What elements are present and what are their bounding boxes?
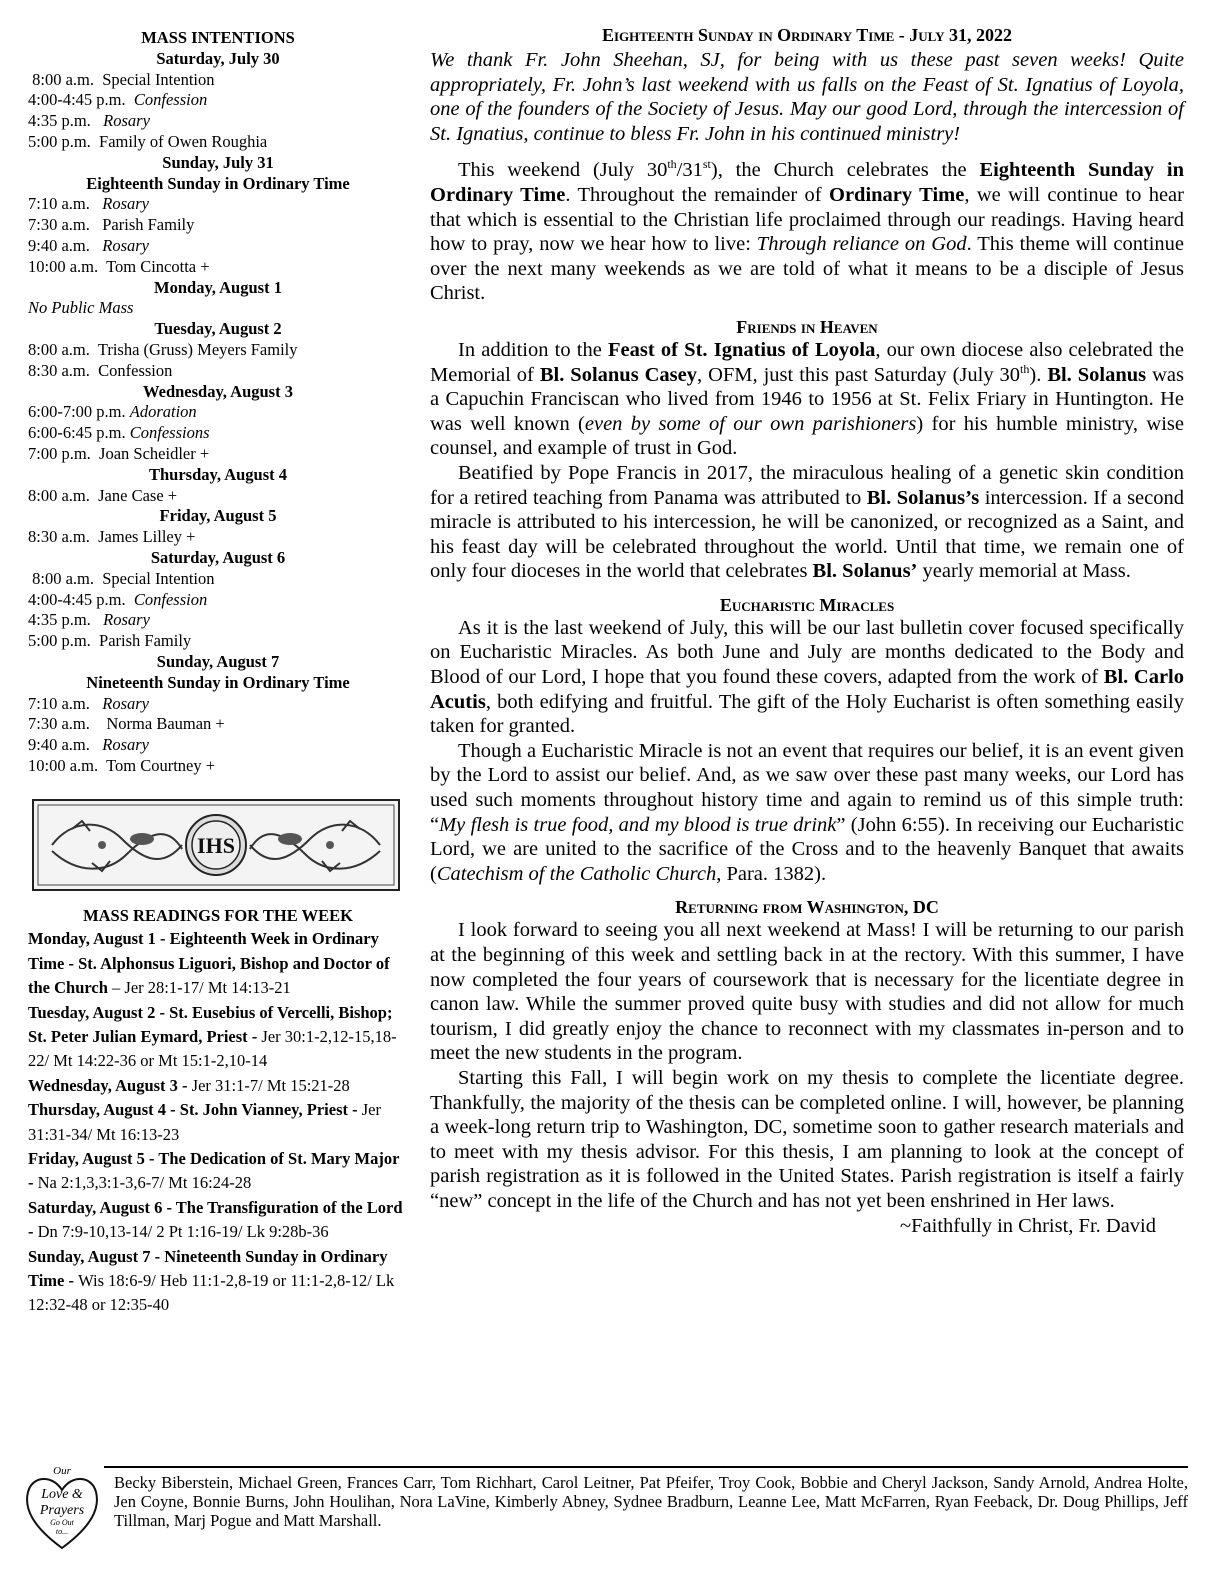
intention-text: Norma Bauman + bbox=[106, 714, 225, 734]
love-prayers-heart-logo bbox=[22, 1462, 102, 1554]
reading-refs: – Jer 28:1-17/ Mt 14:13-21 bbox=[107, 978, 291, 998]
intention-text: Tom Courtney + bbox=[106, 755, 216, 775]
intention-time: 6:00-7:00 p.m. bbox=[28, 402, 130, 422]
intention-time: 7:30 a.m. bbox=[28, 215, 103, 235]
svg-text:to...: to... bbox=[55, 1527, 69, 1536]
intention-time: 10:00 a.m. bbox=[28, 256, 107, 276]
intention-text: Rosary bbox=[102, 194, 149, 214]
intention-entry bbox=[28, 215, 408, 236]
intention-entry bbox=[28, 756, 408, 777]
reading-heading: Wednesday, August 3 - bbox=[28, 1075, 188, 1095]
intention-entry bbox=[28, 111, 408, 132]
intention-time: 7:10 a.m. bbox=[28, 194, 103, 214]
intention-text: Parish Family bbox=[102, 215, 195, 235]
intro-paragraph: We thank Fr. John Sheehan, SJ, for being with us these past seven weeks! Quite appropriately, Fr. John’s last weekend with us falls on the Feast of St. Ignatius of Loyola, one of the founders of the Society of Jesus. May our good Lord, through the intercession of St. Ignatius, continue to bless Fr. John in his continued ministry! bbox=[430, 49, 1184, 145]
intention-time: 10:00 a.m. bbox=[28, 755, 107, 775]
intention-text: Joan Scheidler + bbox=[99, 443, 210, 463]
intention-time: 7:30 a.m. bbox=[28, 714, 107, 734]
friends-heading: Friends in Heaven bbox=[736, 316, 878, 337]
prayer-list-names: Becky Biberstein, Michael Green, Frances Carr, Tom Richhart, Carol Leitner, Pat Pfeifer, Troy Cook, Bobbie and Cheryl Jackson, Sandy Arnold, Andrea Holte, Jen Coyne, Bonnie Burns, John Houlihan, Nora LaVine, Kimberly Abney, Sydnee Bradburn, Leanne Lee, Matt McFarren, Ryan Feeback, Dr. Doug Phillips, Jeff Tillman, Marj Pogue and Matt Marshall. bbox=[114, 1473, 1188, 1531]
reading-refs: Dn 7:9-10,13-14/ 2 Pt 1:16-19/ Lk 9:28b-36 bbox=[33, 1222, 329, 1242]
intention-time: 8:00 a.m. bbox=[28, 339, 98, 359]
intention-entry bbox=[28, 236, 408, 257]
intention-day-heading: Sunday, August 7 bbox=[156, 651, 280, 671]
footer-divider bbox=[104, 1466, 1188, 1468]
signature: ~Faithfully in Christ, Fr. David bbox=[900, 1214, 1156, 1237]
intention-time: 4:00-4:45 p.m. bbox=[28, 589, 134, 609]
mass-readings-list bbox=[28, 927, 408, 1318]
intention-time: 4:00-4:45 p.m. bbox=[28, 90, 134, 110]
returning-paragraph-2: Starting this Fall, I will begin work on my thesis to complete the licentiate degree. Thankfully, the majority of the thesis can be completed online. I will, however, be planning a week-long return trip to Washington, DC, sometime soon to gather research materials and to meet with my thesis advisor. For this thesis, I am planning to look at the concept of parish registration as it is followed in the United States. Parish registration is itself a fairly “new” concept in the life of the Church and has not yet been enshrined in Her laws. bbox=[430, 1066, 1184, 1212]
svg-text:Love &: Love & bbox=[41, 1487, 83, 1502]
intention-text: Parish Family bbox=[99, 631, 192, 651]
reading-heading: Saturday, August 6 - The Transfiguration of the Lord - bbox=[28, 1197, 403, 1242]
intention-day-heading: Monday, August 1 bbox=[154, 277, 282, 297]
intention-entry bbox=[28, 70, 408, 91]
intention-text: Rosary bbox=[103, 111, 150, 131]
intention-entry bbox=[28, 569, 408, 590]
intention-text: Tom Cincotta + bbox=[106, 256, 210, 276]
svg-text:Prayers: Prayers bbox=[39, 1503, 85, 1518]
reading-item bbox=[28, 1001, 408, 1074]
reading-heading: Tuesday, August 2 - St. Eusebius of Vercelli, Bishop; St. Peter Julian Eymard, Priest - bbox=[28, 1002, 393, 1046]
intention-time: 5:00 p.m. bbox=[28, 131, 100, 151]
intention-entry bbox=[28, 340, 408, 361]
intention-text: James Lilley + bbox=[98, 527, 196, 547]
intention-text: Confession bbox=[98, 360, 173, 380]
intention-day-heading: Saturday, August 6 bbox=[150, 547, 286, 567]
intention-entry bbox=[28, 402, 408, 423]
intention-time: 7:00 p.m. bbox=[28, 443, 100, 463]
intention-time: 7:10 a.m. bbox=[28, 693, 103, 713]
intention-text: Special Intention bbox=[102, 69, 215, 89]
svg-text:Go Out: Go Out bbox=[50, 1518, 74, 1527]
intention-text: Family of Owen Roughia bbox=[99, 131, 268, 151]
reading-refs: Jer 31:31-34/ Mt 16:13-23 bbox=[28, 1100, 381, 1144]
intention-text: Jane Case + bbox=[98, 485, 178, 505]
intention-text: Rosary bbox=[103, 610, 150, 630]
mass-intentions-list bbox=[28, 49, 408, 777]
intention-entry bbox=[28, 714, 408, 735]
intention-day-heading: Wednesday, August 3 bbox=[143, 381, 293, 401]
eucharistic-paragraph-2: Though a Eucharistic Miracle is not an event that requires our belief, it is an event given by the Lord to assist our belief. And, as we saw over these past many weeks, our Lord has used such moments throughout history time and again to remind us of this simple truth: “My flesh is true food, and my blood is true drink” (John 6:55). In receiving our Eucharistic Lord, we are united to the sacrifice of the Cross and to the heavenly Banquet that awaits (Catechism of the Catholic Church, Para. 1382). bbox=[430, 739, 1184, 885]
ihs-monogram: IHS bbox=[197, 832, 235, 858]
intention-time: 6:00-6:45 p.m. bbox=[28, 423, 130, 443]
mass-readings-title: MASS READINGS FOR THE WEEK bbox=[83, 906, 353, 926]
intention-entry bbox=[28, 527, 408, 548]
intention-entry bbox=[28, 631, 408, 652]
intention-entry bbox=[28, 590, 408, 611]
intention-time: 8:30 a.m. bbox=[28, 527, 99, 547]
reading-item bbox=[28, 927, 408, 1000]
intention-time: 8:00 a.m. bbox=[28, 69, 103, 89]
intention-entry bbox=[28, 694, 408, 715]
weekend-paragraph: This weekend (July 30th/31st), the Church celebrates the Eighteenth Sunday in Ordinary Time. Throughout the remainder of Ordinary Time, we will continue to hear that which is essential to the Christian life proclaimed through our readings. Having heard how to pray, now we hear how to live: Through reliance on God. This theme will continue over the next many weekends as we are told of what it means to be a disciple of Jesus Christ. bbox=[430, 157, 1184, 305]
article-title: Eighteenth Sunday in Ordinary Time - July 31, 2022 bbox=[601, 25, 1013, 45]
reading-item bbox=[28, 1196, 408, 1245]
intention-text: Confession bbox=[133, 90, 208, 110]
friends-paragraph-2: Beatified by Pope Francis in 2017, the miraculous healing of a genetic skin condition for a retired teaching from Panama was attributed to Bl. Solanus’s intercession. If a second miracle is attributed to his intercession, he will be canonized, or recognized as a Saint, and his feast day will be celebrated throughout the world. Until that time, we remain one of only four dioceses in the world that celebrates Bl. Solanus’ yearly memorial at Mass. bbox=[430, 461, 1184, 583]
intention-day-subtitle: Eighteenth Sunday in Ordinary Time bbox=[86, 173, 350, 193]
intention-entry bbox=[28, 361, 408, 382]
left-column bbox=[28, 28, 408, 1318]
intention-time: 5:00 p.m. bbox=[28, 631, 100, 651]
svg-text:Our: Our bbox=[53, 1465, 71, 1477]
intention-time: 8:30 a.m. bbox=[28, 360, 99, 380]
intention-entry bbox=[28, 257, 408, 278]
intention-text: Rosary bbox=[102, 235, 149, 255]
intention-time: 9:40 a.m. bbox=[28, 235, 103, 255]
intention-day-heading: Sunday, July 31 bbox=[162, 152, 274, 172]
intention-day-heading: Friday, August 5 bbox=[159, 506, 277, 526]
intention-text: Trisha (Gruss) Meyers Family bbox=[97, 339, 298, 359]
intention-text: Rosary bbox=[102, 693, 149, 713]
intention-entry bbox=[28, 423, 408, 444]
reading-heading: Sunday, August 7 - Nineteenth Sunday in Ordinary Time - bbox=[28, 1246, 388, 1290]
reading-item bbox=[28, 1147, 408, 1196]
returning-paragraph-1: I look forward to seeing you all next weekend at Mass! I will be returning to our parish at the beginning of this week and settling back in at the rectory. With this summer, I have now completed the four years of coursework that is necessary for the licentiate degree in canon law. While the summer proved quite busy with studies and did not allow for much tourism, I did greatly enjoy the chance to reconnect with my classmates in-person and to meet the new students in the program. bbox=[430, 919, 1184, 1065]
mass-intentions-title: MASS INTENTIONS bbox=[141, 28, 295, 47]
intention-time: 4:35 p.m. bbox=[28, 610, 104, 630]
eucharistic-heading: Eucharistic Miracles bbox=[719, 594, 895, 615]
intention-entry bbox=[28, 735, 408, 756]
intention-entry bbox=[28, 444, 408, 465]
right-column bbox=[430, 24, 1184, 1238]
intention-day-heading: Tuesday, August 2 bbox=[154, 319, 282, 339]
intention-text: No Public Mass bbox=[28, 298, 134, 318]
reading-heading: Monday, August 1 - Eighteenth Week in Ordinary Time - St. Alphonsus Liguori, Bishop and Doctor of the Church bbox=[28, 929, 390, 998]
intention-day-heading: Saturday, July 30 bbox=[156, 48, 280, 68]
intention-entry bbox=[28, 610, 408, 631]
reading-item bbox=[28, 1245, 408, 1318]
intention-entry bbox=[28, 486, 408, 507]
intention-text: Confession bbox=[133, 589, 208, 609]
reading-item bbox=[28, 1098, 408, 1147]
reading-refs: Jer 30:1-2,12-15,18-22/ Mt 14:22-36 or Mt 15:1-2,10-14 bbox=[28, 1026, 397, 1071]
intention-day-subtitle: Nineteenth Sunday in Ordinary Time bbox=[86, 672, 350, 692]
intention-entry bbox=[28, 298, 408, 319]
intention-entry bbox=[28, 132, 408, 153]
intention-time: 9:40 a.m. bbox=[28, 735, 103, 755]
intention-time: 4:35 p.m. bbox=[28, 111, 104, 131]
reading-item bbox=[28, 1074, 408, 1098]
intention-entry bbox=[28, 194, 408, 215]
intention-time: 8:00 a.m. bbox=[28, 485, 99, 505]
friends-paragraph-1: In addition to the Feast of St. Ignatius of Loyola, our own diocese also celebrated the Memorial of Bl. Solanus Casey, OFM, just this past Saturday (July 30th). Bl. Solanus was a Capuchin Franciscan who lived from 1946 to 1956 at St. Felix Friary in Huntington. He was well known (even by some of our own parishioners) for his humble ministry, wise counsel, and example of trust in God. bbox=[430, 338, 1184, 460]
eucharistic-paragraph-1: As it is the last weekend of July, this will be our last bulletin cover focused specifically on Eucharistic Miracles. As both June and July are months dedicated to the Body and Blood of our Lord, I hope that you found these covers, adapted from the work of Bl. Carlo Acutis, both edifying and fruitful. The gift of the Holy Eucharist is often something easily taken for granted. bbox=[430, 616, 1184, 738]
intention-time: 8:00 a.m. bbox=[28, 568, 103, 588]
returning-heading: Returning from Washington, DC bbox=[675, 897, 939, 918]
intention-text: Adoration bbox=[129, 402, 197, 422]
reading-refs: Wis 18:6-9/ Heb 11:1-2,8-19 or 11:1-2,8-12/ Lk 12:32-48 or 12:35-40 bbox=[28, 1270, 395, 1315]
reading-heading: Friday, August 5 - The Dedication of St. Mary Major - bbox=[28, 1148, 400, 1193]
reading-refs: Jer 31:1-7/ Mt 15:21-28 bbox=[187, 1075, 350, 1095]
intention-text: Confessions bbox=[129, 423, 210, 443]
intention-day-heading: Thursday, August 4 bbox=[148, 464, 288, 484]
reading-heading: Thursday, August 4 - St. John Vianney, Priest - bbox=[28, 1100, 358, 1120]
intention-text: Special Intention bbox=[102, 568, 215, 588]
intention-entry bbox=[28, 90, 408, 111]
ihs-banner-image bbox=[32, 799, 400, 891]
reading-refs: Na 2:1,3,3:1-3,6-7/ Mt 16:24-28 bbox=[33, 1173, 252, 1193]
intention-text: Rosary bbox=[102, 735, 149, 755]
